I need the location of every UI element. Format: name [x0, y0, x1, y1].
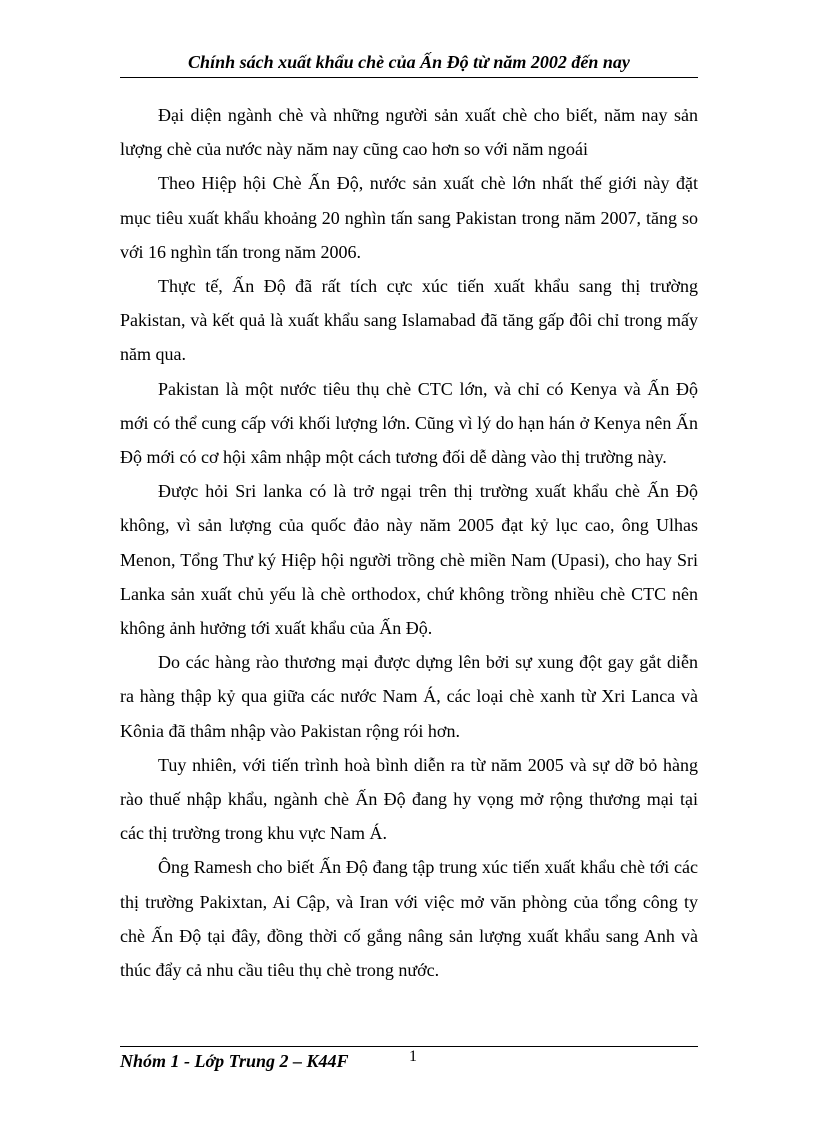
paragraph: Tuy nhiên, với tiến trình hoà bình diễn ra từ năm 2005 và sự dỡ bỏ hàng rào thuế nhập khẩu, ngành chè Ấn Độ đang hy vọng mở rộng thương mại tại các thị trường trong khu vực Nam Á.: [120, 754, 698, 844]
paragraph: Ông Ramesh cho biết Ấn Độ đang tập trung xúc tiến xuất khẩu chè tới các thị trường Pakixtan, Ai Cập, và Iran với việc mở văn phòng của tổng công ty chè Ấn Độ tại đây, đồng thời cố gắng nâng sản lượng xuất khẩu sang Anh và thúc đẩy cả nhu cầu tiêu thụ chè trong nước.: [120, 857, 698, 981]
paragraph: Được hỏi Sri lanka có là trở ngại trên thị trường xuất khẩu chè Ấn Độ không, vì sản lượng của quốc đảo này năm 2005 đạt kỷ lục cao, ông Ulhas Menon, Tổng Thư ký Hiệp hội người trồng chè miền Nam (Upasi), cho hay Sri Lanka sản xuất chủ yếu là chè orthodox, chứ không trồng nhiều chè CTC nên không ảnh hưởng tới xuất khẩu của Ấn Độ.: [120, 481, 698, 639]
paragraph: Pakistan là một nước tiêu thụ chè CTC lớn, và chỉ có Kenya và Ấn Độ mới có thể cung cấp với khối lượng lớn. Cũng vì lý do hạn hán ở Kenya nên Ấn Độ mới có cơ hội xâm nhập một cách tương đối dễ dàng vào thị trường này.: [120, 378, 698, 468]
paragraph: Đại diện ngành chè và những người sản xuất chè cho biết, năm nay sản lượng chè của nước này năm nay cũng cao hơn so với năm ngoái: [120, 105, 698, 160]
paragraph: Do các hàng rào thương mại được dựng lên bởi sự xung đột gay gắt diễn ra hàng thập kỷ qua giữa các nước Nam Á, các loại chè xanh từ Xri Lanca và Kônia đã thâm nhập vào Pakistan rộng rói hơn.: [120, 652, 698, 741]
footer-group-label: Nhóm 1 - Lớp Trung 2 – K44F: [120, 1051, 349, 1071]
paragraph: Theo Hiệp hội Chè Ấn Độ, nước sản xuất chè lớn nhất thế giới này đặt mục tiêu xuất khẩu khoảng 20 nghìn tấn sang Pakistan trong năm 2007, tăng so với 16 nghìn tấn trong năm 2006.: [120, 173, 698, 262]
paragraph: Thực tế, Ấn Độ đã rất tích cực xúc tiến xuất khẩu sang thị trường Pakistan, và kết quả là xuất khẩu sang Islamabad đã tăng gấp đôi chỉ trong mấy năm qua.: [120, 276, 698, 365]
header-rule: [120, 77, 698, 78]
footer-rule: [120, 1046, 698, 1047]
document-body: [120, 98, 698, 987]
page-number: 1: [409, 1048, 417, 1065]
page-header-title: Chính sách xuất khẩu chè của Ấn Độ từ năm 2002 đến nay: [188, 52, 630, 72]
